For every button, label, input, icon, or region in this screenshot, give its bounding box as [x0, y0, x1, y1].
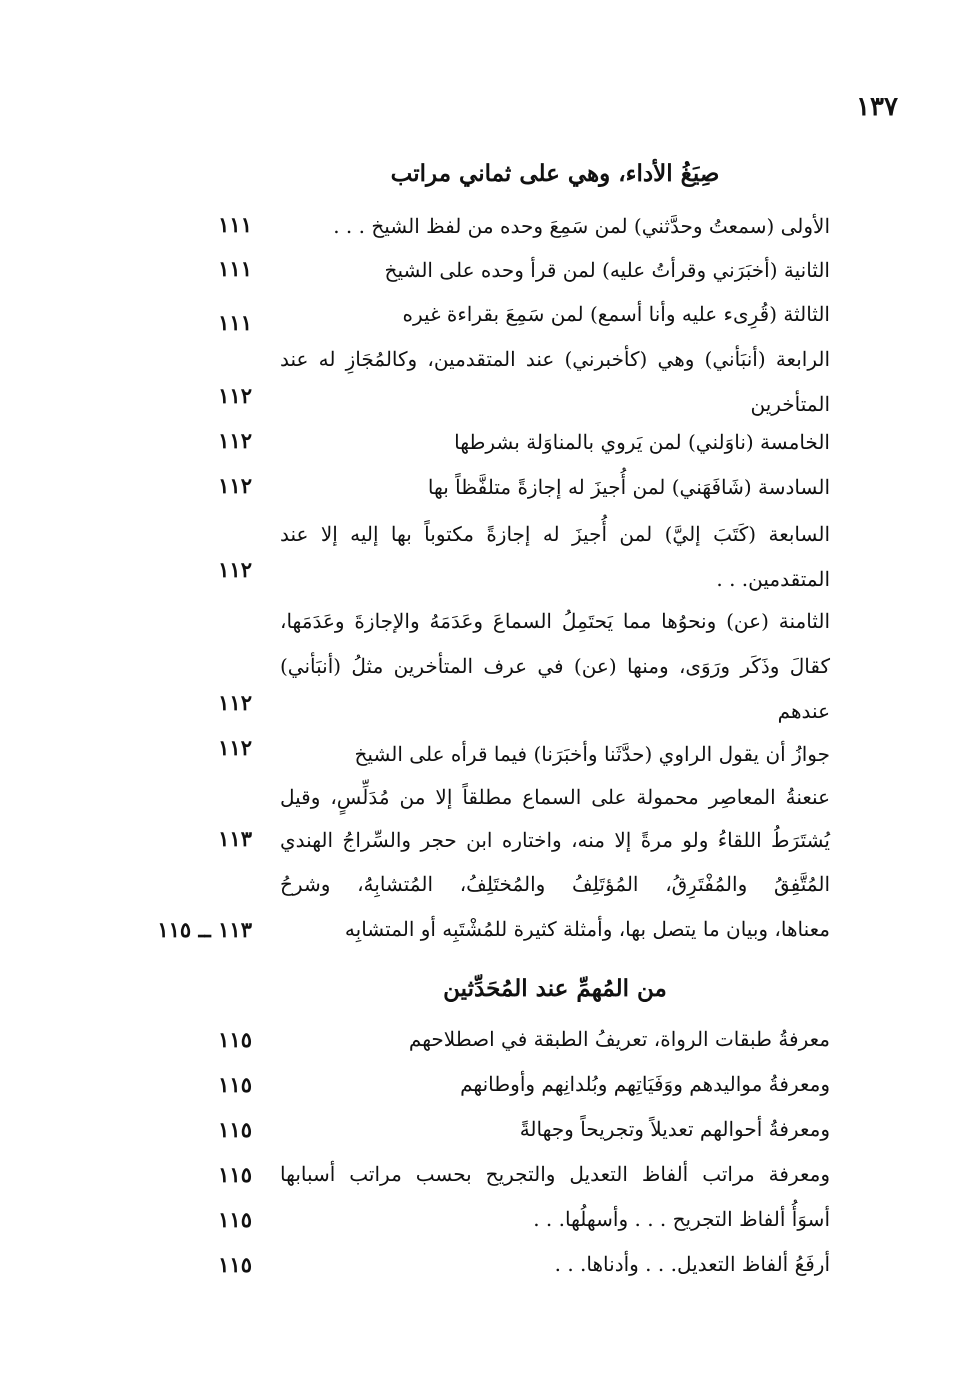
- entry-text-line: المُتَّفِقُ والمُفْتَرِقُ، المُؤتَلِفُ والمُختَلِفُ، المُتشابِهُ، وشرحُ: [280, 872, 830, 896]
- entry-page-numbers: ١١١: [218, 256, 252, 281]
- entry-text-line: ومعرفةُ أحوالهم تعديلاً وتجريحاً وجهالةً: [519, 1117, 830, 1141]
- entry-text-line: معرفةُ طبقات الرواة، تعريفُ الطبقة في اصطلاحهم: [408, 1027, 830, 1051]
- entry-page-numbers: ١١٢: [218, 557, 252, 582]
- section-heading: صِيَغُ الأداء، وهي على ثماني مراتب: [390, 160, 720, 187]
- entry-text-line: جوازُ أن يقول الراوي (حدَّثَنا وأخبَرَنا) فيما قرأه على الشيخ: [354, 742, 830, 766]
- entry-text-line: عنعنةُ المعاصِر محمولة على السماع مطلقاً إلا من مُدَلِّسٍ، وقيل: [280, 785, 830, 809]
- entry-text-line: يُشتَرَطُ اللقاءُ ولو مرةً إلا منه، واختاره ابن حجر والسِّراجُ الهندي: [280, 828, 830, 852]
- entry-text-line: المتقدمين. . .: [716, 567, 830, 591]
- entry-page-numbers: ١١٢: [218, 428, 252, 453]
- entry-text-line: المتأخرين: [750, 392, 830, 416]
- entry-text-line: ومعرفةُ مواليدهم ووَفَيَاتِهم وبُلدانِهم وأوطانهم: [460, 1072, 830, 1096]
- entry-page-numbers: ١١٣ ــ ١١٥: [157, 917, 252, 942]
- entry-page-numbers: ١١٢: [218, 690, 252, 715]
- entry-text-line: أسوَأُ ألفاظ التجريح . . . وأسهلُها. . .: [533, 1207, 830, 1231]
- entry-page-numbers: ١١٥: [218, 1207, 252, 1232]
- entry-page-numbers: ١١٥: [218, 1252, 252, 1277]
- entry-text-line: أرفَعُ ألفاظ التعديل. . . وأدناها. . .: [554, 1252, 830, 1276]
- entry-text-line: معناها، وبيان ما يتصل بها، وأمثلة كثيرة للمُشْتَبِه أو المتشابِه: [344, 917, 830, 941]
- entry-text-line: الثانية (أخبَرَني وقرأتُ عليه) لمن قرأ وحده على الشيخ: [384, 258, 830, 282]
- entry-text-line: السابعة (كَتَبَ إليَّ) لمن أُجيزَ له إجازةً مكتوباً بها إليه إلا عند: [280, 522, 830, 546]
- entry-page-numbers: ١١٥: [218, 1162, 252, 1187]
- entry-page-numbers: ١١٢: [218, 735, 252, 760]
- entry-page-numbers: ١١٥: [218, 1072, 252, 1097]
- entry-page-numbers: ١١٥: [218, 1117, 252, 1142]
- entry-text-line: كقالَ وذَكَر ورَوَى، ومنها (عن) في عرف المتأخرين مثلُ (أنبَأني): [280, 654, 830, 678]
- entry-text-line: السادسة (شَافَهَني) لمن أُجيزَ له إجازةً متلفَّظاً بها: [427, 475, 830, 499]
- entry-text-line: عندهم: [777, 699, 830, 723]
- entry-page-numbers: ١١١: [218, 212, 252, 237]
- section-heading: من المُهمِّ عند المُحَدِّثين: [443, 975, 667, 1002]
- entry-text-line: الثامنة (عن) ونحوُها مما يَحتَمِلُ السماعَ وعَدَمَهُ والإجازةَ وعَدَمَها،: [280, 609, 830, 633]
- entry-page-numbers: ١١٢: [218, 473, 252, 498]
- entry-text-line: الأولى (سمعتُ وحدَّثني) لمن سَمِعَ وحده من لفظ الشيخ . . .: [333, 214, 830, 238]
- page-number: ١٣٧: [856, 92, 898, 122]
- entry-text-line: الخامسة (ناوَلني) لمن يَروي بالمناوَلة بشرطها: [454, 430, 830, 454]
- entry-text-line: الرابعة (أنبَأني) وهي (كأخبرني) عند المتقدمين، وكالمُجَازِ له عند: [280, 347, 830, 371]
- entry-text-line: الثالثة (قُرِىء عليه وأنا أسمع) لمن سَمِعَ بقراءة غيره: [402, 302, 830, 326]
- entry-page-numbers: ١١٣: [218, 826, 252, 851]
- entry-text-line: ومعرفة مراتب ألفاظ التعديل والتجريح بحسب مراتب أسبابها: [280, 1162, 830, 1186]
- entry-page-numbers: ١١٢: [218, 383, 252, 408]
- entry-page-numbers: ١١١: [218, 310, 252, 335]
- entry-page-numbers: ١١٥: [218, 1027, 252, 1052]
